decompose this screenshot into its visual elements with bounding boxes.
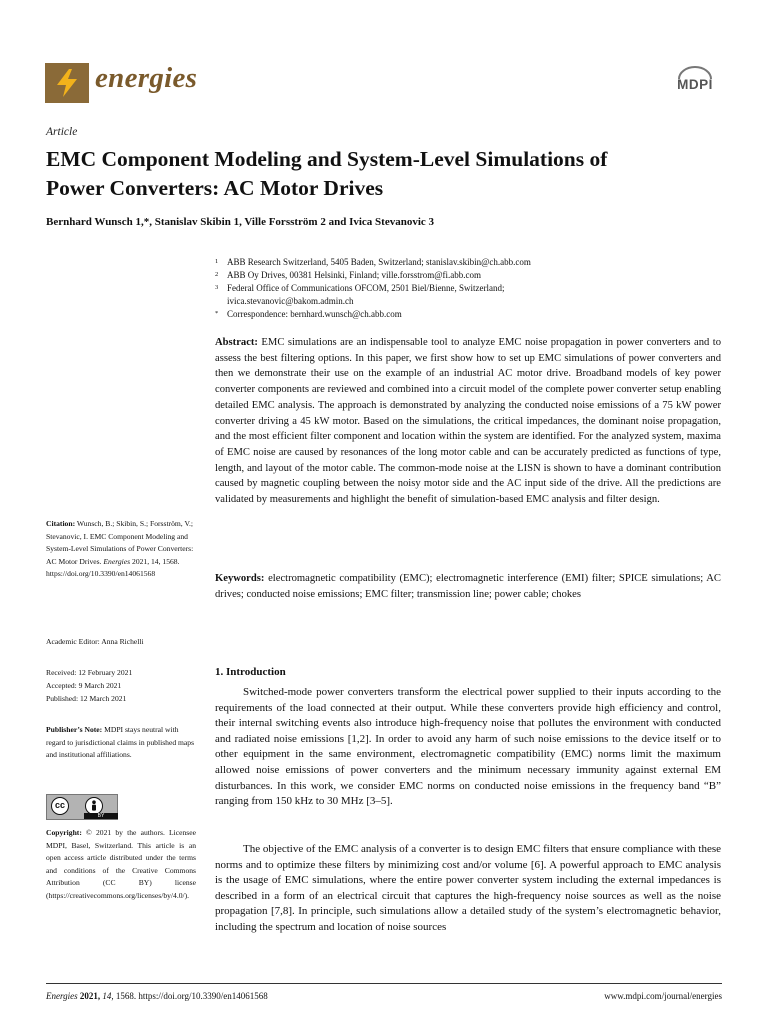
citation-pages: 1568.	[162, 556, 180, 566]
keywords	[215, 571, 721, 602]
publisher-note-text: MDPI stays neutral with regard to jurisdictional claims in published maps and institutional affiliations.	[46, 725, 195, 760]
affiliation-text: Correspondence: bernhard.wunsch@ch.abb.com	[227, 309, 402, 319]
copyright-block	[46, 827, 196, 903]
title-line-2: Power Converters: AC Motor Drives	[46, 176, 384, 200]
citation-doi-link[interactable]: https://doi.org/10.3390/en14061568	[46, 569, 156, 579]
intro-paragraph-2: The objective of the EMC analysis of a converter is to design EMC filters that ensure compliance with these norms and to optimize these filters by minimizing cost and/or volume [6]. A powerful approach to EMC analysis is the usage of EMC simulations, where the entire power converter system including the external impedances is described in a form of an electrical circuit that captures the high-frequency noise sources as well as the noise propagation [7,8]. In principle, such simulations allow a detailed study of the system’s electromagnetic behavior, including the spectrum and location of noise sources	[215, 843, 721, 933]
accepted-date: Accepted: 9 March 2021	[46, 681, 122, 690]
journal-name: energies	[95, 62, 198, 94]
affiliation-text: ABB Oy Drives, 00381 Helsinki, Finland; ville.forsstrom@fi.abb.com	[227, 270, 482, 280]
keywords-label: Keywords:	[215, 573, 265, 584]
footer-journal: Energies	[46, 991, 78, 1001]
affiliation-number: 3	[215, 284, 219, 291]
affiliation-text: ivica.stevanovic@bakom.admin.ch	[227, 296, 354, 306]
academic-editor: Academic Editor: Anna Richelli	[46, 637, 144, 646]
footer-journal-url[interactable]: www.mdpi.com/journal/energies	[604, 991, 722, 1001]
affiliation-number: 1	[215, 258, 219, 265]
published-date: Published: 12 March 2021	[46, 694, 127, 703]
cc-by-license-icon[interactable]	[46, 794, 118, 820]
affiliation-text: ABB Research Switzerland, 5405 Baden, Switzerland; stanislav.skibin@ch.abb.com	[227, 257, 531, 267]
keywords-text: electromagnetic compatibility (EMC); electromagnetic interference (EMI) filter; SPICE simulations; AC drives; conducted noise emissions; EMC filter; transmission line; power cable; chokes	[215, 573, 721, 600]
cc-by-label: BY	[84, 813, 118, 819]
received-date: Received: 12 February 2021	[46, 668, 133, 677]
section-heading: 1. Introduction	[215, 666, 286, 678]
footer-divider	[46, 983, 722, 984]
page-title	[46, 145, 726, 203]
cc-icon: cc	[51, 797, 69, 815]
intro-paragraph-1: Switched-mode power converters transform the electrical power supplied to their inputs according to the requirements of the load connected at their output. While these converters provide high efficiency and control, their internal switching events also introduce high-frequency noise that pollutes the environment with conducted and radiated noise emissions [1,2]. In order to avoid any harm of such noise emissions to the device itself or to other equipment in the same environment, electromagnetic compatibility (EMC) norms limit the maximum allowed noise emissions of power converters and the minimum necessary immunity against external EM disturbances. In this work, we consider EMC norms on conducted noise emissions in the frequency band “B” ranging from 150 kHz to 30 MHz [3–5].	[215, 686, 721, 808]
affiliation-number: *	[215, 310, 219, 317]
author-list: Bernhard Wunsch 1,*, Stanislav Skibin 1, Ville Forsström 2 and Ivica Stevanovic 3	[46, 216, 435, 228]
citation-block	[46, 518, 196, 581]
publisher-note	[46, 724, 196, 762]
abstract	[215, 335, 721, 508]
footer-doi[interactable]: 1568. https://doi.org/10.3390/en14061568	[115, 991, 268, 1001]
footer-citation	[46, 991, 268, 1001]
article-type: Article	[46, 126, 78, 138]
affiliation-text: Federal Office of Communications OFCOM, 2501 Biel/Bienne, Switzerland;	[227, 283, 505, 293]
publisher-logo-text: MDPI	[677, 77, 713, 92]
footer-volume: 14,	[102, 991, 114, 1001]
publisher-logo	[668, 66, 722, 100]
citation-label: Citation:	[46, 519, 76, 528]
citation-year-volume: 2021, 14,	[132, 556, 161, 566]
citation-text: Wunsch, B.; Skibin, S.; Forsström, V.; Stevanovic, I. EMC Component Modeling and System-Level Simulations of Power Converters: AC Motor Drives.	[46, 519, 194, 566]
lightning-bolt-icon	[54, 68, 80, 98]
abstract-label: Abstract:	[215, 337, 258, 348]
footer-year: 2021,	[79, 991, 101, 1001]
abstract-text: EMC simulations are an indispensable tool to analyze EMC noise propagation in power converters and to assess the best filtering options. In this paper, we first show how to set up EMC simulations of power converters and then we demonstrate their use on the example of an industrial AC motor drive. Broadband models of key power converter components are reviewed and combined into a circuit model of the complete power converter setup enabling detailed EMC analysis. The approach is demonstrated by analyzing the conducted noise emissions of a 75 kW power converter driving a 45 kW motor. Based on the simulations, the critical impedances, the dominant noise propagation, and the most efficient filter component and location within the system are identified. For the analyzed system, maxima of EMC noise are caused by resonances of the long motor cable and can be accurately predicted as functions of type, length, and layout of the motor cable. The common-mode noise at the LISN is shown to have a dominant contribution caused by magnetic coupling between the noisy motor side and the AC input side of the drive. All the predictions are validated by measurements and highlight the benefit of simulation-based EMC analysis and filter design.	[215, 337, 722, 506]
copyright-text: © 2021 by the authors. Licensee MDPI, Basel, Switzerland. This article is an open access article distributed under the terms and conditions of the Creative Commons Attribution (CC BY) license (https://creativecommons.org/licenses/by/4.0/).	[46, 828, 196, 900]
citation-journal: Energies	[103, 556, 131, 566]
affiliation-number: 2	[215, 271, 219, 278]
journal-logo	[45, 63, 89, 103]
title-line-1: EMC Component Modeling and System-Level Simulations of	[46, 147, 608, 171]
publisher-note-label: Publisher’s Note:	[46, 725, 103, 734]
copyright-label: Copyright:	[46, 828, 82, 837]
